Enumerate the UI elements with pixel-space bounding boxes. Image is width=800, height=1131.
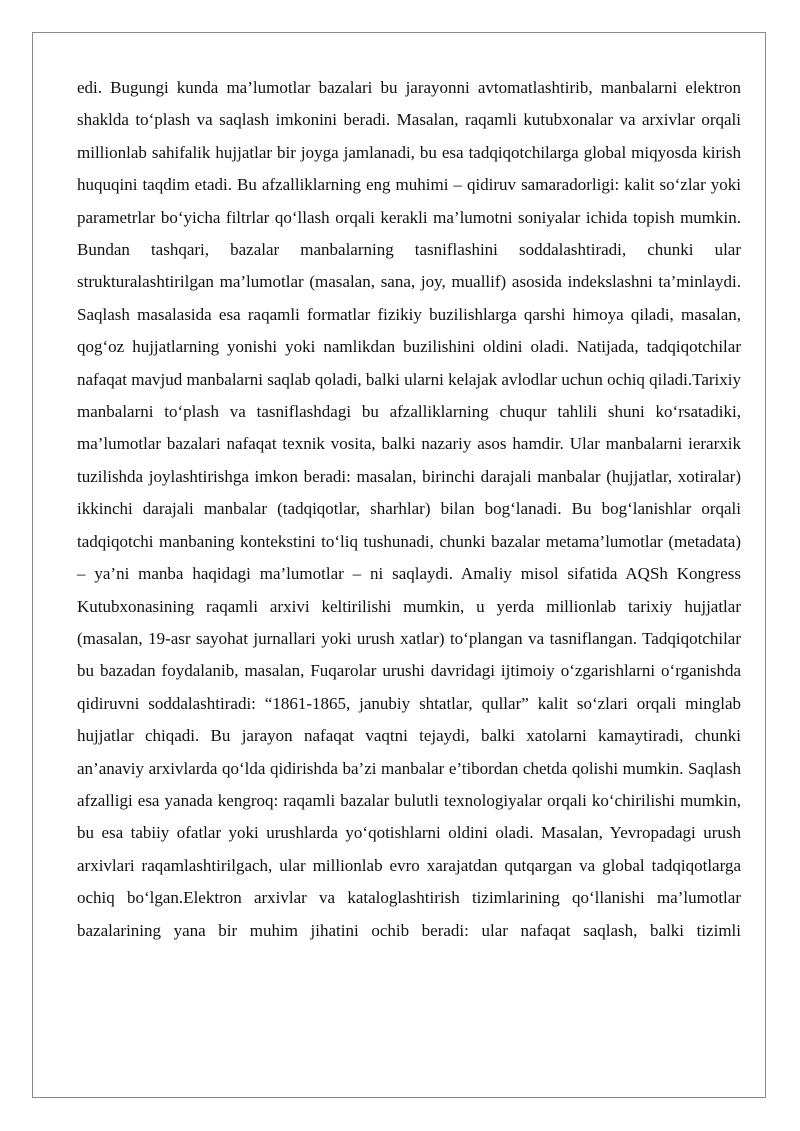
- paragraph: edi. Bugungi kunda ma’lumotlar bazalari bu jarayonni avtomatlashtirib, manbalarni elektron shaklda to‘plash va saqlash imkonini beradi. Masalan, raqamli kutubxonalar va arxivlar orqali millionlab sahifalik hujjatlar bir joyga jamlanadi, bu esa tadqiqotchilarga global miqyosda kirish huquqini taqdim etadi. Bu afzalliklarning eng muhimi – qidiruv samaradorligi: kalit so‘zlar yoki parametrlar bo‘yicha filtrlar qo‘llash orqali kerakli ma’lumotni soniyalar ichida topish mumkin. Bundan tashqari, bazalar manbalarning tasniflashini soddalashtiradi, chunki ular strukturalashtirilgan ma’lumotlar (masalan, sana, joy, muallif) asosida indekslashni ta’minlaydi. Saqlash masalasida esa raqamli formatlar fizikiy buzilishlarga qarshi himoya qiladi, masalan, qog‘oz hujjatlarning yonishi yoki namlikdan buzilishini oldini oladi. Natijada, tadqiqotchilar nafaqat mavjud manbalarni saqlab qoladi, balki ularni kelajak avlodlar uchun ochiq qiladi.Tarixiy manbalarni to‘plash va tasniflashdagi bu afzalliklarning chuqur tahlili shuni ko‘rsatadiki, ma’lumotlar bazalari nafaqat texnik vosita, balki nazariy asos hamdir. Ular manbalarni ierarxik tuzilishda joylashtirishga imkon beradi: masalan, birinchi darajali manbalar (hujjatlar, xotiralar) ikkinchi darajali manbalar (tadqiqotlar, sharhlar) bilan bog‘lanadi. Bu bog‘lanishlar orqali tadqiqotchi manbaning kontekstini to‘liq tushunadi, chunki bazalar metama’lumotlar (metadata) – ya’ni manba haqidagi ma’lumotlar – ni saqlaydi. Amaliy misol sifatida AQSh Kongress Kutubxonasining raqamli arxivi keltirilishi mumkin, u yerda millionlab tarixiy hujjatlar (masalan, 19-asr sayohat jurnallari yoki urush xatlar) to‘plangan va tasniflangan. Tadqiqotchilar bu bazadan foydalanib, masalan, Fuqarolar urushi davridagi ijtimoiy o‘zgarishlarni o‘rganishda qidiruvni soddalashtiradi: “1861-1865, janubiy shtatlar, qullar” kalit so‘zlari orqali minglab hujjatlar chiqadi. Bu jarayon nafaqat vaqtni tejaydi, balki xatolarni kamaytiradi, chunki an’anaviy arxivlarda qo‘lda qidirishda ba’zi manbalar e’tibordan chetda qolishi mumkin. Saqlash afzalligi esa yanada kengroq: raqamli bazalar bulutli texnologiyalar orqali ko‘chirilishi mumkin, bu esa tabiiy ofatlar yoki urushlarda yo‘qotishlarni oldini oladi. Masalan, Yevropadagi urush arxivlari raqamlashtirilgach, ular millionlab evro xarajatdan qutqargan va global tadqiqotlarga ochiq bo‘lgan.Elektron arxivlar va kataloglashtirish tizimlarining qo‘llanishi ma’lumotlar bazalarining yana bir muhim jihatini ochib beradi: ular nafaqat saqlash, balki tizimli: [77, 78, 741, 940]
- document-body: [77, 72, 741, 947]
